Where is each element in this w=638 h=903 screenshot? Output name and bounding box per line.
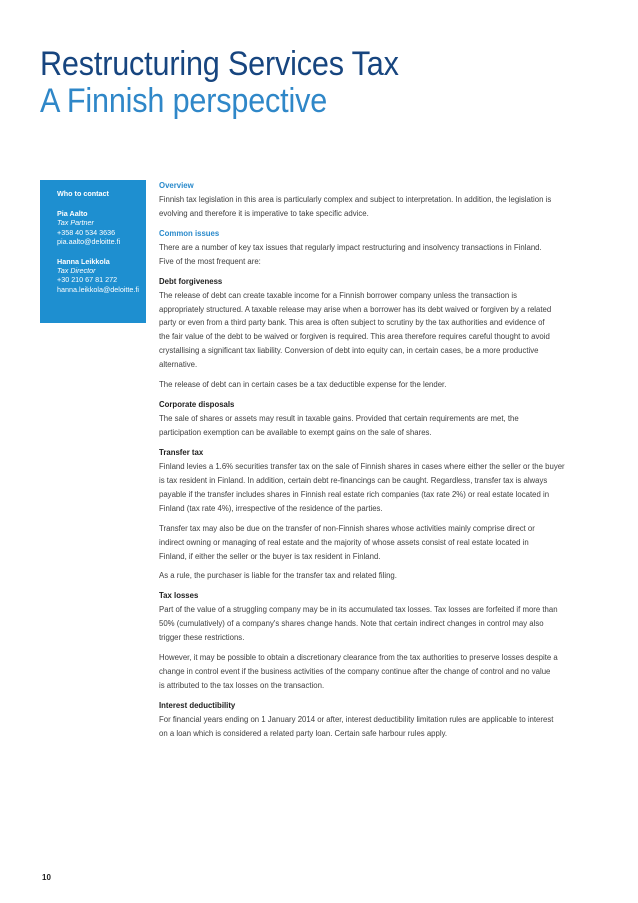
text-line: trigger these restrictions. <box>159 633 245 643</box>
title-line-main: Restructuring Services Tax <box>40 45 399 83</box>
issue-transfer-tax <box>159 446 599 583</box>
issue-corporate-disposals <box>159 398 599 440</box>
issue-heading: Debt forgiveness <box>159 276 223 286</box>
section-heading-overview: Overview <box>159 181 194 190</box>
issue-tax-losses <box>159 589 599 693</box>
section-heading-common-issues: Common issues <box>159 228 220 238</box>
issue-interest-deductibility <box>159 699 599 741</box>
text-line: crystallising a significant tax liability. Conversion of debt into equity can, in certain cases, be a more productive <box>159 346 539 356</box>
text-line: Finland levies a 1.6% securities transfer tax on the sale of Finnish shares in cases where either the seller or the buyer <box>159 461 565 471</box>
text-line: Transfer tax may also be due on the transfer of non-Finnish shares whose activities mainly comprise direct or <box>159 523 535 533</box>
text-line: appropriately structured. A taxable release may arise when a borrower has its debt waived or forgiven by a related <box>159 304 552 314</box>
text-line: Finnish tax legislation in this area is particularly complex and subject to interpretation. In addition, the legislation is <box>159 194 552 204</box>
text-line: participation exemption can be available to exempt gains on the sale of shares. <box>159 428 432 437</box>
text-line: evolving and therefore it is imperative to take specific advice. <box>159 208 369 218</box>
page-number: 10 <box>42 873 51 882</box>
text-line: change in control event if the business activities of the company continue after the change of control and no value <box>159 667 551 677</box>
contact-sidebar <box>40 180 146 323</box>
paragraph <box>159 713 599 741</box>
paragraph <box>159 522 599 564</box>
contact-role: Tax Partner <box>57 218 94 228</box>
issue-heading: Interest deductibility <box>159 700 236 710</box>
text-line: Finland, if either the seller or the buyer is tax resident in Finland. <box>159 551 381 561</box>
contact-email: pia.aalto@deloitte.fi <box>57 236 121 246</box>
text-line: the fair value of the debt to be waived or forgiven is required. This area therefore requires careful thought to avoid <box>159 332 550 342</box>
contact-phone: +358 40 534 3636 <box>57 227 116 237</box>
text-line: The release of debt can in certain cases be a tax deductible expense for the lender. <box>159 380 447 390</box>
text-line: The release of debt can create taxable income for a Finnish borrower company unless the transaction is <box>159 290 517 300</box>
text-line: As a rule, the purchaser is liable for the transfer tax and related filing. <box>159 571 397 581</box>
paragraph <box>159 460 599 516</box>
contact-role: Tax Director <box>57 266 96 276</box>
main-content <box>159 179 599 741</box>
overview-section <box>159 179 599 221</box>
paragraph <box>159 651 599 693</box>
issue-heading: Transfer tax <box>159 447 204 457</box>
paragraph <box>159 241 599 269</box>
issue-heading: Tax losses <box>159 591 199 601</box>
paragraph <box>159 378 599 392</box>
paragraph <box>159 603 599 645</box>
text-line: is attributed to the tax losses on the transaction. <box>159 681 325 690</box>
text-line: Part of the value of a struggling company may be in its accumulated tax losses. Tax losses are forfeited if more than <box>159 605 558 615</box>
paragraph <box>159 193 599 221</box>
text-line: However, it may be possible to obtain a discretionary clearance from the tax authorities to preserve losses despite a <box>159 653 558 663</box>
contact-phone: +30 210 67 81 272 <box>57 275 118 285</box>
text-line: For financial years ending on 1 January 2014 or after, interest deductibility limitation rules are applicable to interest <box>159 714 554 724</box>
title-line-subtitle: A Finnish perspective <box>40 82 328 120</box>
document-title <box>40 46 399 120</box>
paragraph <box>159 412 599 440</box>
text-line: There are a number of key tax issues that regularly impact restructuring and insolvency transactions in Finland. <box>159 242 542 252</box>
text-line: Finland (tax rate 4%), irrespective of the residence of the parties. <box>159 503 383 513</box>
contact-name: Hanna Leikkola <box>57 256 110 266</box>
contact-sidebar-heading: Who to contact <box>57 189 109 198</box>
contact-card <box>57 209 146 246</box>
text-line: payable if the transfer includes shares in Finnish real estate rich companies (tax rate 2%) or real estate located in <box>159 489 550 499</box>
text-line: 50% (cumulatively) of a company's shares change hands. Note that certain indirect changes in control may also <box>159 619 544 629</box>
text-line: party or even from a third party bank. This area is often subject to scrutiny by the tax authorities and evidence of <box>159 318 545 328</box>
issue-heading: Corporate disposals <box>159 400 235 410</box>
text-line: alternative. <box>159 360 198 370</box>
text-line: indirect owning or managing of real estate and the majority of whose assets consist of real estate located in <box>159 537 529 547</box>
text-line: is tax resident in Finland. In addition, certain debt re-financings can be caught. Regardless, transfer tax is always <box>159 475 548 485</box>
issue-debt-forgiveness <box>159 275 599 393</box>
contact-name: Pia Aalto <box>57 208 88 218</box>
contact-card <box>57 257 146 294</box>
paragraph <box>159 569 599 583</box>
common-issues-section <box>159 227 599 269</box>
text-line: Five of the most frequent are: <box>159 256 261 266</box>
text-line: The sale of shares or assets may result in taxable gains. Provided that certain requirements are met, the <box>159 414 519 424</box>
text-line: on a loan which is considered a related party loan. Certain safe harbour rules apply. <box>159 728 448 738</box>
paragraph <box>159 289 599 373</box>
contact-email: hanna.leikkola@deloitte.fi <box>57 284 140 294</box>
